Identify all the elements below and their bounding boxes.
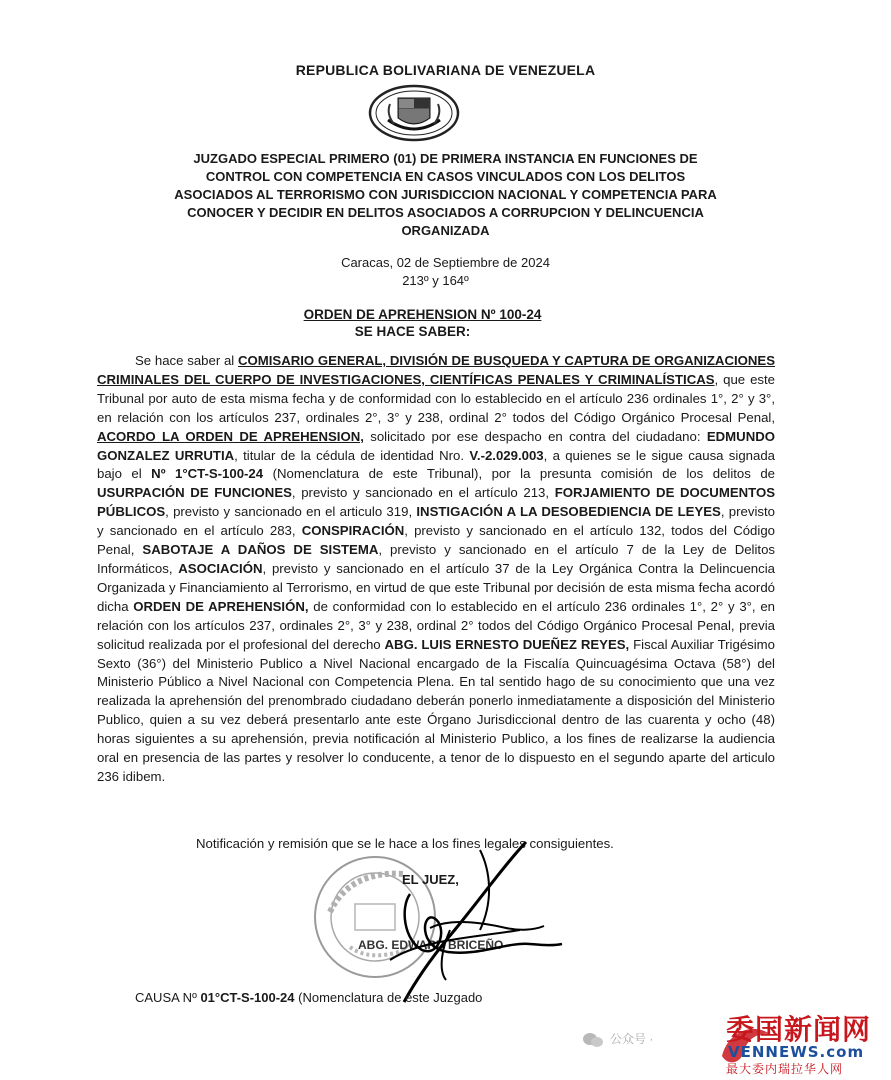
body-text: Fiscal Auxiliar Trigésimo Sexto (36°) del Ministerio Publico a Nivel Nacional encargado de la Fiscalía Quincuagésima Octava (58°) del Ministerio Público a Nivel Nacional con Competencia Plena. En tal sentido hago de su conocimiento que una vez realizada la aprehensión del prenombrado ciudadano deberán ponerlo inmediatamente a disposición del Ministerio Publico, quien a su vez deberá presentarlo ante este Órgano Jurisdiccional dentro de las cuarenta y ocho (48) horas siguientes a su aprehensión, previa notificación al Ministerio Publico, a los fines de realizarse la audiencia oral en presencia de las partes y resolver lo conducente, a tenor de lo dispuesto en el segundo aparte del articulo 236 idibem.: [97, 636, 775, 784]
crime: FORJAMIENTO DE DOCUMENTOS PÚBLICOS: [97, 485, 776, 520]
body-text: , previsto y sancionado en el artículo 37 de la Ley Orgánica Contra la Delincuencia Organizada y Financiamiento al Terrorismo, en virtud de que este Tribunal por decisión de esta misma fecha acordó dicha: [97, 560, 775, 614]
causa-note: (Nomenclatura de este Juzgado: [294, 990, 483, 1005]
coat-of-arms-seal-icon: [368, 84, 460, 142]
court-line: CONOCER Y DECIDIR EN DELITOS ASOCIADOS A CORRUPCION Y DELINCUENCIA: [187, 205, 704, 220]
case-number: Nº 1°CT-S-100-24: [151, 466, 264, 482]
body-text: , previsto y sancionado en el artículo 213,: [291, 485, 555, 501]
brand-english: VENNEWS.com: [728, 1043, 865, 1061]
crime: SABOTAJE A DAÑOS DE SISTEMA: [142, 542, 379, 558]
body-text: , a quienes se le sigue causa signada bajo el: [97, 447, 775, 482]
causa-line: [135, 990, 482, 1005]
body-text: , previsto y sancionado en el artículo 7 de la Ley de Delitos Informáticos,: [97, 542, 776, 576]
causa-number: 01°CT-S-100-24: [200, 990, 295, 1005]
wechat-icon: [582, 1031, 604, 1049]
body-text: Se hace saber al: [135, 353, 238, 368]
body-text: , titular de la cédula de identidad Nro.: [234, 447, 470, 463]
judge-title: EL JUEZ,: [402, 872, 459, 887]
body-text: , previsto y sancionado en el artículo 283,: [97, 504, 775, 539]
order-title: ORDEN DE APREHENSION Nº 100-24: [303, 307, 542, 322]
causa-label: CAUSA Nº: [135, 990, 201, 1005]
crime: INSTIGACIÓN A LA DESOBEDIENCIA DE LEYES: [416, 504, 721, 520]
body-text: (Nomenclatura de este Tribunal), por la presunta comisión de los delitos de: [263, 466, 775, 482]
body-text: solicitado por ese despacho en contra del ciudadano:: [363, 428, 707, 444]
order-heading: [0, 306, 845, 340]
country-heading: REPUBLICA BOLIVARIANA DE VENEZUELA: [295, 62, 596, 78]
court-line: JUZGADO ESPECIAL PRIMERO (01) DE PRIMERA INSTANCIA EN FUNCIONES DE: [193, 151, 698, 166]
crime: ASOCIACIÓN: [178, 560, 263, 576]
judge-name: ABG. EDWARD BRICEÑO: [358, 938, 504, 952]
notification-line: Notificación y remisión que se le hace a los fines legales consiguientes.: [196, 836, 614, 851]
crime: USURPACIÓN DE FUNCIONES: [97, 485, 292, 501]
brand-chinese: 委国新闻网: [726, 1013, 872, 1046]
body-text: , previsto y sancionado en el articulo 319,: [165, 504, 417, 520]
order-subtitle: SE HACE SABER:: [354, 324, 471, 339]
court-line: CONTROL CON COMPETENCIA EN CASOS VINCULADOS CON LOS DELITOS: [205, 169, 686, 184]
citizen-name: EDMUNDO GONZALEZ URRUTIA: [97, 428, 775, 463]
crime: CONSPIRACIÓN: [301, 523, 405, 539]
brand-tagline: 最大委内瑞拉华人网: [726, 1062, 844, 1076]
place-date-block: [0, 254, 891, 290]
body-text: , que este Tribunal por auto de esta misma fecha y de conformidad con lo establecido en el artículo 236 ordinales 1°, 2° y 3°, en relación con los artículos 237, ordinales 2°, 3° y 238, ordinal 2° todos del Código Orgánico Procesal Penal,: [97, 371, 775, 425]
order-body: [97, 352, 775, 787]
body-text: , previsto y sancionado en el artículo 132, todos del Código Penal,: [97, 523, 775, 558]
years: 213º y 164º: [402, 273, 469, 288]
body-text: de conformidad con lo establecido en el artículo 236 ordinales 1°, 2° y 3°, en relación con los artículos 237, ordinales 2°, 3° y 238, ordinal 2° todos del Código Orgánico Procesal Penal, previa solicitud realizada por el profesional del derecho: [97, 598, 775, 652]
court-line: ASOCIADOS AL TERRORISMO CON JURISDICCION NACIONAL Y COMPETENCIA PARA: [174, 187, 717, 202]
watermark-text: 公众号 ·: [610, 1032, 654, 1046]
order-reference: ORDEN DE APREHENSIÓN,: [133, 598, 309, 614]
court-heading: [120, 150, 771, 240]
order-agreed: ACORDO LA ORDEN DE APREHENSION,: [97, 428, 364, 444]
id-number: V.-2.029.003: [469, 447, 544, 463]
handwritten-signature-icon: [330, 830, 570, 1010]
place-date: Caracas, 02 de Septiembre de 2024: [341, 255, 550, 270]
prosecutor-name: ABG. LUIS ERNESTO DUEÑEZ REYES,: [384, 636, 630, 652]
court-line: ORGANIZADA: [401, 223, 490, 238]
addressee: COMISARIO GENERAL, DIVISIÓN DE BUSQUEDA Y CAPTURA DE ORGANIZACIONES CRIMINALES DEL CUERPO DE INVESTIGACIONES, CIENTÍFICAS PENALES Y CRIMINALÍSTICAS: [97, 353, 776, 387]
